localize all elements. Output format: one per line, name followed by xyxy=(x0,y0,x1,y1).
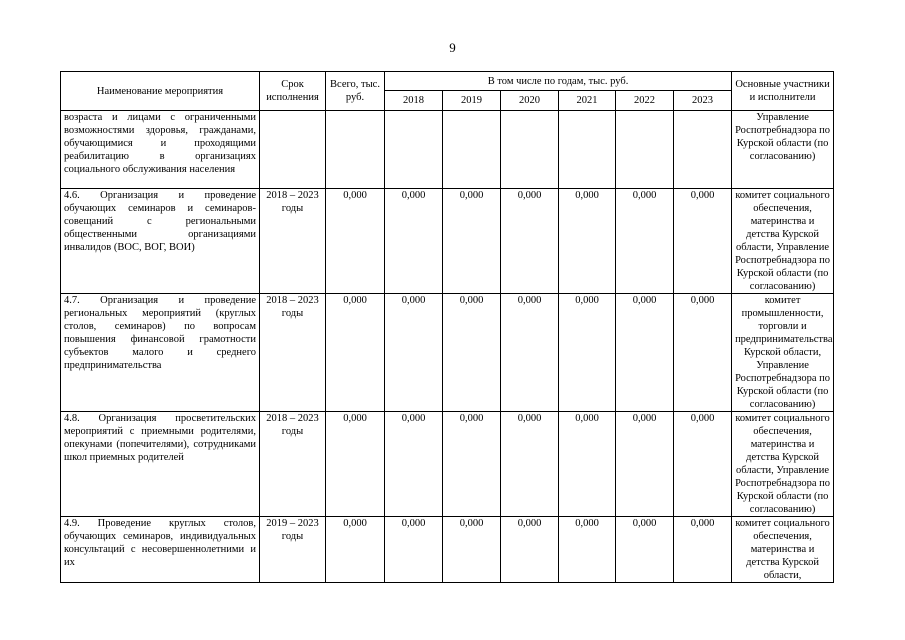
measure-name: 4.6. Организация и проведение обучающих семинаров и семинаров-совещаний с региональными общественными организациями инвалидов (ВОС, ВОГ, ВОИ) xyxy=(61,189,260,294)
header-year: 2022 xyxy=(616,91,674,111)
measure-year-value: 0,000 xyxy=(501,517,559,583)
measure-year-value: 0,000 xyxy=(385,412,443,517)
measure-term: 2019 – 2023 годы xyxy=(260,517,326,583)
measure-year-value: 0,000 xyxy=(559,294,616,412)
measure-year-value: 0,000 xyxy=(674,412,732,517)
measure-year-value: 0,000 xyxy=(559,517,616,583)
measure-year-value: 0,000 xyxy=(443,294,501,412)
measure-term: 2018 – 2023 годы xyxy=(260,189,326,294)
page-number: 9 xyxy=(449,40,456,55)
measure-year-value: 0,000 xyxy=(559,189,616,294)
measure-total: 0,000 xyxy=(326,517,385,583)
measure-total: 0,000 xyxy=(326,412,385,517)
measure-year-value xyxy=(674,111,732,189)
measure-year-value: 0,000 xyxy=(674,517,732,583)
header-year: 2023 xyxy=(674,91,732,111)
measure-year-value: 0,000 xyxy=(616,189,674,294)
measure-year-value: 0,000 xyxy=(443,412,501,517)
measure-term xyxy=(260,111,326,189)
measure-term: 2018 – 2023 годы xyxy=(260,294,326,412)
measure-year-value xyxy=(443,111,501,189)
measure-year-value: 0,000 xyxy=(501,189,559,294)
measure-term: 2018 – 2023 годы xyxy=(260,412,326,517)
measure-year-value: 0,000 xyxy=(443,517,501,583)
measure-year-value: 0,000 xyxy=(443,189,501,294)
header-name: Наименование мероприятия xyxy=(61,72,260,111)
measure-year-value: 0,000 xyxy=(559,412,616,517)
measure-total: 0,000 xyxy=(326,189,385,294)
table-row xyxy=(61,412,834,517)
measure-total xyxy=(326,111,385,189)
header-term: Срок исполнения xyxy=(260,72,326,111)
table-row xyxy=(61,294,834,412)
table-row xyxy=(61,517,834,583)
measure-year-value: 0,000 xyxy=(674,189,732,294)
measure-year-value: 0,000 xyxy=(385,189,443,294)
measure-participants: комитет социального обеспечения, материнства и детства Курской области, xyxy=(732,517,834,583)
measure-year-value: 0,000 xyxy=(501,412,559,517)
measure-year-value: 0,000 xyxy=(385,517,443,583)
table-row xyxy=(61,111,834,189)
header-year: 2021 xyxy=(559,91,616,111)
measure-year-value: 0,000 xyxy=(385,294,443,412)
measure-name: 4.7. Организация и проведение региональных мероприятий (круглых столов, семинаров) по вопросам повышения финансовой грамотности субъектов малого и среднего предпринимательства xyxy=(61,294,260,412)
measure-participants: комитет социального обеспечения, материнства и детства Курской области, Управление Роспотребнадзора по Курской области (по согласованию) xyxy=(732,412,834,517)
measure-year-value: 0,000 xyxy=(616,412,674,517)
measure-year-value xyxy=(559,111,616,189)
measure-participants: комитет социального обеспечения, материнства и детства Курской области, Управление Роспотребнадзора по Курской области (по согласованию) xyxy=(732,189,834,294)
header-by-years: В том числе по годам, тыс. руб. xyxy=(385,72,732,91)
measure-participants: Управление Роспотребнадзора по Курской области (по согласованию) xyxy=(732,111,834,189)
header-year: 2020 xyxy=(501,91,559,111)
measure-year-value: 0,000 xyxy=(674,294,732,412)
header-total: Всего, тыс. руб. xyxy=(326,72,385,111)
measure-year-value xyxy=(501,111,559,189)
measure-year-value xyxy=(616,111,674,189)
measure-name: 4.9. Проведение круглых столов, обучающих семинаров, индивидуальных консультаций с несовершеннолетними и их xyxy=(61,517,260,583)
table-row xyxy=(61,189,834,294)
header-year: 2019 xyxy=(443,91,501,111)
measure-year-value: 0,000 xyxy=(616,294,674,412)
measure-year-value: 0,000 xyxy=(616,517,674,583)
measure-year-value: 0,000 xyxy=(501,294,559,412)
measure-name: возраста и лицами с ограниченными возможностями здоровья, гражданами, обучающимися и проходящими реабилитацию в организациях социального обслуживания населения xyxy=(61,111,260,189)
measure-total: 0,000 xyxy=(326,294,385,412)
measures-table xyxy=(60,71,834,583)
header-participants: Основные участники и исполнители xyxy=(732,72,834,111)
header-row xyxy=(61,72,834,91)
measure-participants: комитет промышленности, торговли и предпринимательства Курской области, Управление Роспотребнадзора по Курской области (по согласованию) xyxy=(732,294,834,412)
measure-year-value xyxy=(385,111,443,189)
header-year: 2018 xyxy=(385,91,443,111)
measure-name: 4.8. Организация просветительских мероприятий с приемными родителями, опекунами (попечителями), сотрудниками школ приемных родителей xyxy=(61,412,260,517)
